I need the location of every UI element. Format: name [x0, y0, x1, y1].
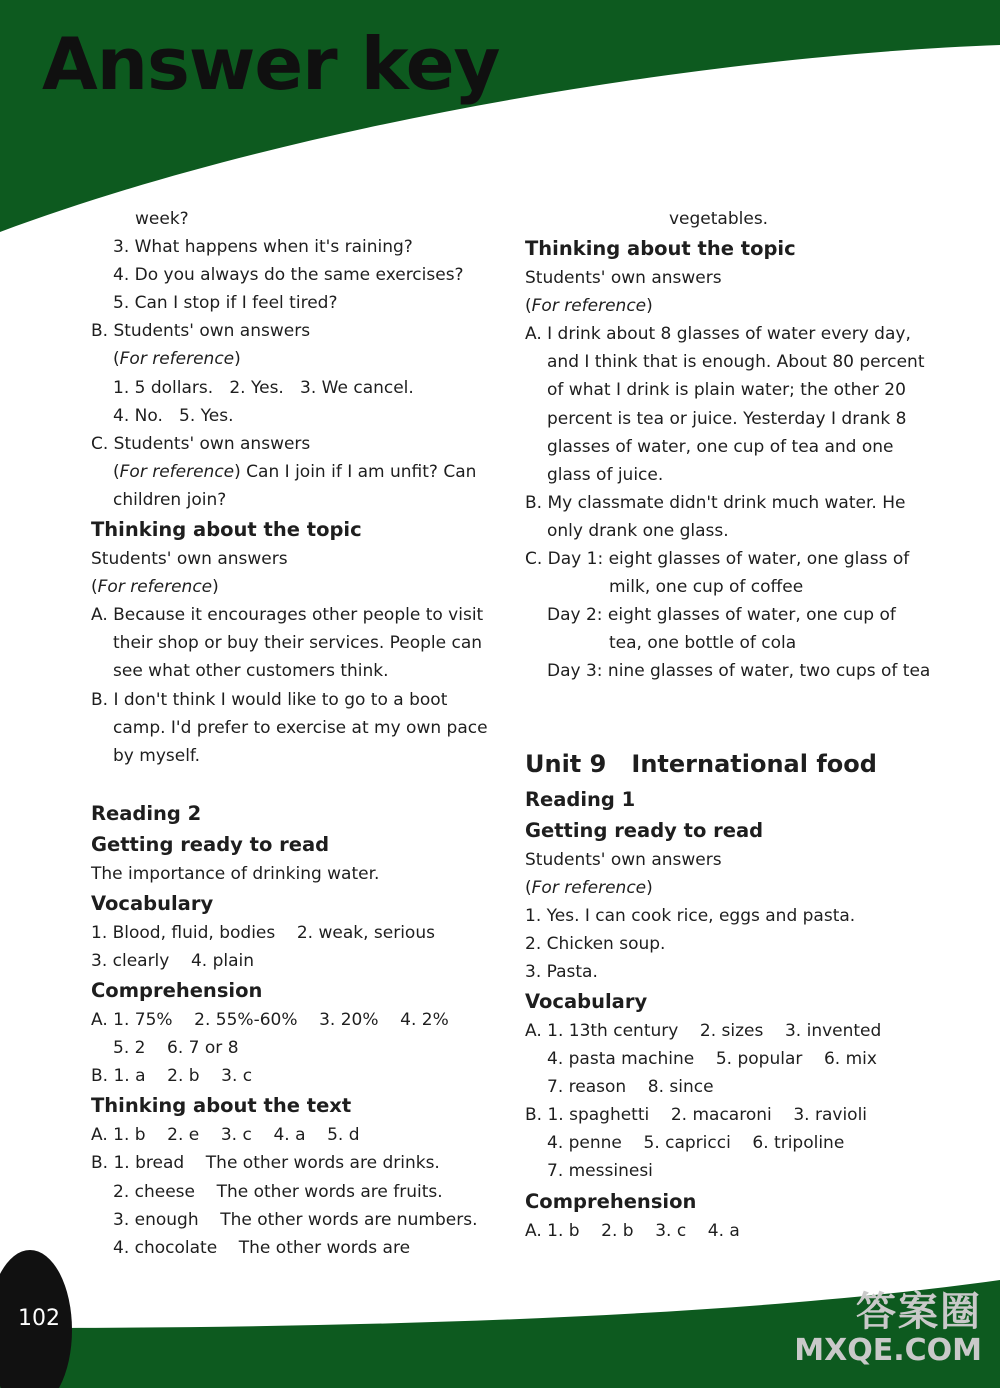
answer-line: A. 1. 75% 2. 55%-60% 3. 20% 4. 2%: [91, 1010, 449, 1031]
answer-line: B. I don't think I would like to go to a boot: [91, 689, 448, 710]
section-heading: Vocabulary: [525, 989, 648, 1013]
left-column: [91, 205, 503, 1262]
answer-line: Students' own answers: [525, 849, 722, 870]
answer-line: 4. pasta machine 5. popular 6. mix: [547, 1049, 877, 1070]
answer-line: of what I drink is plain water; the other 20: [547, 380, 906, 401]
answer-line: B. Students' own answers: [91, 321, 311, 342]
answer-line: 1. Yes. I can cook rice, eggs and pasta.: [525, 905, 856, 926]
answer-line: camp. I'd prefer to exercise at my own pace: [113, 717, 488, 738]
spacer: [525, 686, 965, 744]
answer-line: glasses of water, one cup of tea and one: [547, 436, 894, 457]
answer-line: Day 2: eight glasses of water, one cup of: [547, 605, 896, 626]
answer-line: B. 1. bread The other words are drinks.: [91, 1153, 440, 1174]
answer-line: 3. Pasta.: [525, 961, 598, 982]
reference-note: (For reference): [525, 877, 653, 898]
answer-line: B. 1. spaghetti 2. macaroni 3. ravioli: [525, 1105, 868, 1126]
answer-line: C. Day 1: eight glasses of water, one glass of: [525, 549, 910, 570]
answer-line: vegetables.: [669, 209, 769, 229]
answer-line: 2. cheese The other words are fruits.: [113, 1181, 443, 1202]
answer-line: percent is tea or juice. Yesterday I drank 8: [547, 408, 907, 429]
answer-line: children join?: [113, 489, 227, 510]
answer-line: 3. clearly 4. plain: [91, 950, 255, 971]
unit-heading: Unit 9 International food: [525, 749, 877, 778]
section-heading: Thinking about the topic: [91, 518, 362, 542]
answer-line: by myself.: [113, 745, 201, 766]
watermark-url: MXQE.COM: [794, 1333, 982, 1368]
answer-line: 4. Do you always do the same exercises?: [113, 265, 464, 286]
right-column: [525, 205, 965, 1245]
answer-line: C. Students' own answers: [91, 433, 311, 454]
answer-line: Students' own answers: [525, 268, 722, 289]
answer-line: 1. Blood, fluid, bodies 2. weak, serious: [91, 922, 435, 943]
spacer: [91, 770, 503, 798]
section-heading: Reading 2: [91, 801, 202, 825]
page-title: Answer key: [42, 22, 500, 106]
watermark: [794, 1290, 982, 1368]
reference-note: (For reference): [91, 577, 219, 598]
section-heading: Comprehension: [91, 979, 263, 1003]
section-heading: Comprehension: [525, 1189, 697, 1213]
reference-note: (For reference): [525, 296, 653, 317]
answer-line: A. 1. 13th century 2. sizes 3. invented: [525, 1020, 882, 1041]
section-heading: Thinking about the text: [91, 1094, 352, 1118]
answer-line: 5. 2 6. 7 or 8: [113, 1038, 239, 1059]
section-heading: Getting ready to read: [91, 832, 330, 856]
reference-note: (For reference): [113, 349, 241, 370]
answer-line: 4. penne 5. capricci 6. tripoline: [547, 1133, 845, 1154]
answer-line: 1. 5 dollars. 2. Yes. 3. We cancel.: [113, 377, 414, 398]
answer-line: 7. messinesi: [547, 1161, 653, 1182]
answer-line: Students' own answers: [91, 549, 288, 570]
answer-line: see what other customers think.: [113, 661, 389, 682]
page-number: 102: [18, 1306, 60, 1331]
answer-line: B. 1. a 2. b 3. c: [91, 1066, 253, 1087]
answer-line: 4. No. 5. Yes.: [113, 405, 234, 426]
answer-line: tea, one bottle of cola: [609, 633, 797, 654]
answer-line: A. 1. b 2. b 3. c 4. a: [525, 1220, 740, 1241]
section-heading: Vocabulary: [91, 891, 214, 915]
watermark-logo-text: 答案圈: [856, 1289, 982, 1335]
answer-line: Day 3: nine glasses of water, two cups of tea: [547, 661, 931, 682]
answer-line: 3. enough The other words are numbers.: [113, 1209, 478, 1230]
answer-line: their shop or buy their services. People can: [113, 633, 483, 654]
answer-line: 4. chocolate The other words are: [113, 1237, 411, 1258]
answer-line: 3. What happens when it's raining?: [113, 237, 413, 258]
answer-line: A. I drink about 8 glasses of water every day,: [525, 324, 911, 345]
answer-line: 2. Chicken soup.: [525, 933, 666, 954]
section-heading: Getting ready to read: [525, 818, 764, 842]
answer-line: B. My classmate didn't drink much water. He: [525, 492, 906, 513]
reference-note: (For reference) Can I join if I am unfit? Can: [113, 461, 477, 482]
answer-line: week?: [135, 209, 189, 229]
answer-line: The importance of drinking water.: [91, 863, 380, 884]
answer-line: 5. Can I stop if I feel tired?: [113, 293, 338, 314]
answer-line: A. Because it encourages other people to visit: [91, 605, 484, 626]
answer-line: and I think that is enough. About 80 percent: [547, 352, 925, 373]
answer-line: A. 1. b 2. e 3. c 4. a 5. d: [91, 1125, 360, 1146]
answer-line: only drank one glass.: [547, 520, 729, 541]
section-heading: Thinking about the topic: [525, 237, 796, 261]
section-heading: Reading 1: [525, 787, 636, 811]
answer-line: 7. reason 8. since: [547, 1077, 714, 1098]
answer-line: glass of juice.: [547, 464, 664, 485]
answer-line: milk, one cup of coffee: [609, 577, 804, 598]
